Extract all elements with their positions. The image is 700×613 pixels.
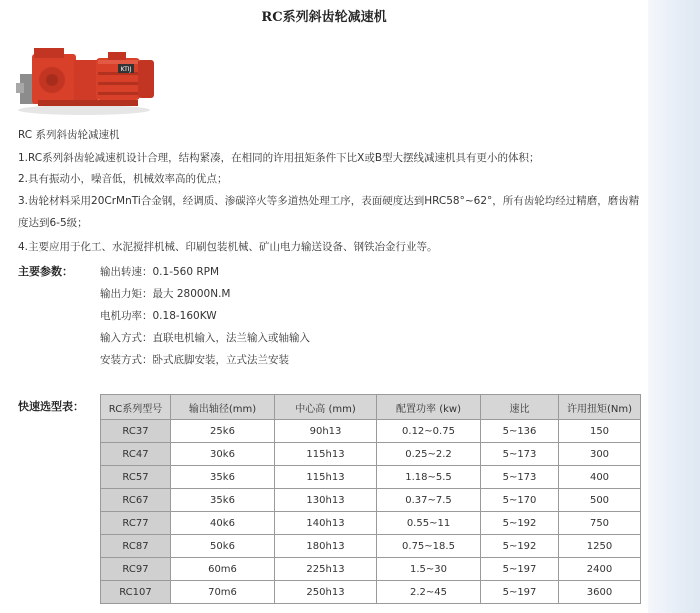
cell-power: 0.25~2.2 xyxy=(377,443,481,466)
main-params-label: 主要参数： xyxy=(18,265,73,278)
page-title: RC系列斜齿轮减速机 xyxy=(261,10,387,25)
cell-torque: 400 xyxy=(559,466,641,489)
feature-4: 4.主要应用于化工、水泥搅拌机械、印刷包装机械、矿山电力输送设备、钢铁冶金行业等。 xyxy=(18,241,438,253)
cell-model: RC57 xyxy=(101,466,171,489)
table-row xyxy=(101,466,641,489)
cell-ratio: 5~136 xyxy=(481,420,559,443)
param-output-torque: 输出力矩：最大 28000N.M xyxy=(100,288,231,300)
cell-power: 0.75~18.5 xyxy=(377,535,481,558)
right-shade-panel xyxy=(648,0,700,613)
feature-1: 1.RC系列斜齿轮减速机设计合理，结构紧凑，在相同的许用扭矩条件下比X或B型大摆线减速机具有更小的体积； xyxy=(18,152,540,164)
header-torque: 许用扭矩(Nm) xyxy=(559,395,641,420)
table-row xyxy=(101,420,641,443)
cell-shaft: 60m6 xyxy=(171,558,275,581)
cell-center-height: 90h13 xyxy=(275,420,377,443)
cell-ratio: 5~170 xyxy=(481,489,559,512)
cell-power: 0.37~7.5 xyxy=(377,489,481,512)
cell-ratio: 5~192 xyxy=(481,512,559,535)
cell-shaft: 40k6 xyxy=(171,512,275,535)
param-input-method: 输入方式：直联电机输入，法兰输入或轴输入 xyxy=(100,332,310,344)
quick-select-table xyxy=(100,394,641,604)
cell-power: 0.55~11 xyxy=(377,512,481,535)
feature-3: 3.齿轮材料采用20CrMnTi合金钢，经调质、渗碳淬火等多道热处理工序，表面硬度达到HRC58°~62°，所有齿轮均经过精磨，磨齿精度达到6-5级； xyxy=(18,195,640,229)
cell-torque: 750 xyxy=(559,512,641,535)
table-row xyxy=(101,535,641,558)
cell-center-height: 180h13 xyxy=(275,535,377,558)
cell-model: RC97 xyxy=(101,558,171,581)
cell-model: RC67 xyxy=(101,489,171,512)
cell-center-height: 115h13 xyxy=(275,443,377,466)
cell-ratio: 5~173 xyxy=(481,466,559,489)
cell-power: 0.12~0.75 xyxy=(377,420,481,443)
cell-model: RC77 xyxy=(101,512,171,535)
param-motor-power: 电机功率：0.18-160KW xyxy=(100,310,217,322)
cell-ratio: 5~197 xyxy=(481,558,559,581)
gear-reducer-image xyxy=(14,38,159,116)
cell-power: 2.2~45 xyxy=(377,581,481,604)
table-row xyxy=(101,443,641,466)
cell-torque: 1250 xyxy=(559,535,641,558)
cell-shaft: 30k6 xyxy=(171,443,275,466)
cell-ratio: 5~192 xyxy=(481,535,559,558)
table-row xyxy=(101,558,641,581)
cell-center-height: 130h13 xyxy=(275,489,377,512)
header-power: 配置功率 (kw) xyxy=(377,395,481,420)
header-shaft-diameter: 输出轴径(mm) xyxy=(171,395,275,420)
quick-select-label: 快速选型表： xyxy=(18,400,84,413)
cell-torque: 500 xyxy=(559,489,641,512)
cell-shaft: 35k6 xyxy=(171,466,275,489)
header-center-height: 中心高 (mm) xyxy=(275,395,377,420)
cell-ratio: 5~173 xyxy=(481,443,559,466)
brand-plate-text: KTIJ xyxy=(120,66,132,73)
cell-ratio: 5~197 xyxy=(481,581,559,604)
cell-center-height: 250h13 xyxy=(275,581,377,604)
header-ratio: 速比 xyxy=(481,395,559,420)
param-mounting: 安装方式：卧式底脚安装，立式法兰安装 xyxy=(100,354,289,366)
table-header-row xyxy=(101,395,641,420)
cell-model: RC37 xyxy=(101,420,171,443)
cell-center-height: 115h13 xyxy=(275,466,377,489)
header-model: RC系列型号 xyxy=(101,395,171,420)
cell-torque: 2400 xyxy=(559,558,641,581)
table-row xyxy=(101,512,641,535)
feature-2: 2.具有振动小，噪音低，机械效率高的优点； xyxy=(18,173,228,185)
table-row xyxy=(101,489,641,512)
cell-shaft: 70m6 xyxy=(171,581,275,604)
param-output-speed: 输出转速：0.1-560 RPM xyxy=(100,266,220,278)
cell-torque: 300 xyxy=(559,443,641,466)
cell-power: 1.5~30 xyxy=(377,558,481,581)
cell-center-height: 140h13 xyxy=(275,512,377,535)
cell-model: RC107 xyxy=(101,581,171,604)
cell-torque: 150 xyxy=(559,420,641,443)
product-name: RC 系列斜齿轮减速机 xyxy=(18,129,120,141)
cell-center-height: 225h13 xyxy=(275,558,377,581)
cell-model: RC87 xyxy=(101,535,171,558)
cell-model: RC47 xyxy=(101,443,171,466)
cell-torque: 3600 xyxy=(559,581,641,604)
cell-shaft: 25k6 xyxy=(171,420,275,443)
table-row xyxy=(101,581,641,604)
cell-shaft: 50k6 xyxy=(171,535,275,558)
cell-power: 1.18~5.5 xyxy=(377,466,481,489)
cell-shaft: 35k6 xyxy=(171,489,275,512)
